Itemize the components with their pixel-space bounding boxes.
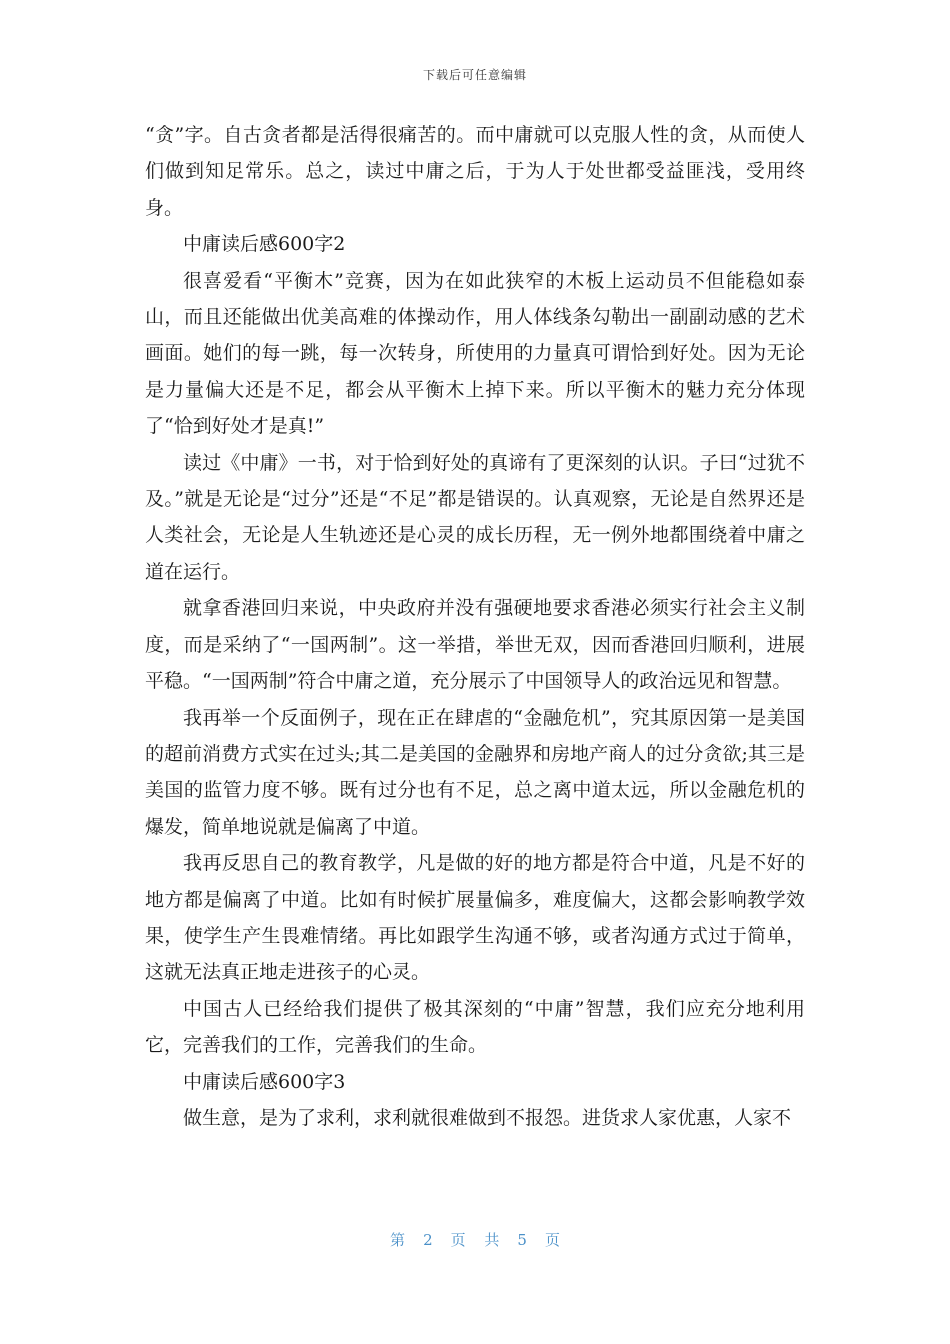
header-note: 下载后可任意编辑 xyxy=(422,68,527,82)
total-pages-number: 5 xyxy=(517,1231,527,1249)
page-footer xyxy=(0,1229,950,1250)
paragraph: 很喜爱看“平衡木”竞赛，因为在如此狭窄的木板上运动员不但能稳如泰山，而且还能做出优美高难的体操动作，用人体线条勾勒出一副副动感的艺术画面。她们的每一跳，每一次转身，所使用的力量真可谓恰到好处。因为无论是力量偏大还是不足，都会从平衡木上掉下来。所以平衡木的魅力充分体现了“恰到好处才是真!” xyxy=(145,269,805,438)
paragraph: 就拿香港回归来说，中央政府并没有强硬地要求香港必须实行社会主义制度，而是采纳了“一国两制”。这一举措，举世无双，因而香港回归顺利，进展平稳。“一国两制”符合中庸之道，充分展示了中国领导人的政治远见和智慧。 xyxy=(145,597,805,693)
footer-label-of: 页 共 xyxy=(450,1231,500,1249)
paragraph: 中国古人已经给我们提供了极其深刻的“中庸”智慧，我们应充分地利用它，完善我们的工作，完善我们的生命。 xyxy=(145,997,805,1057)
paragraph: 做生意，是为了求利，求利就很难做到不报怨。进货求人家优惠，人家不 xyxy=(183,1106,792,1129)
section-heading: 中庸读后感600字2 xyxy=(183,233,346,256)
paragraph: 我再反思自己的教育教学，凡是做的好的地方都是符合中道，凡是不好的地方都是偏离了中道。比如有时候扩展量偏多，难度偏大，这都会影响教学效果，使学生产生畏难情绪。再比如跟学生沟通不够，或者沟通方式过于简单，这就无法真正地走进孩子的心灵。 xyxy=(145,852,805,984)
paragraph: 我再举一个反面例子，现在正在肆虐的“金融危机”，究其原因第一是美国的超前消费方式实在过头;其二是美国的金融界和房地产商人的过分贪欲;其三是美国的监管力度不够。既有过分也有不足，总之离中道太远，所以金融危机的爆发，简单地说就是偏离了中道。 xyxy=(145,706,805,838)
current-page-number: 2 xyxy=(423,1231,433,1249)
footer-label-end: 页 xyxy=(544,1231,560,1249)
section-heading: 中庸读后感600字3 xyxy=(183,1070,346,1093)
document-body xyxy=(145,117,805,1136)
footer-label-page: 第 xyxy=(390,1231,406,1249)
paragraph: 读过《中庸》一书，对于恰到好处的真谛有了更深刻的认识。子曰“过犹不及。”就是无论是“过分”还是“不足”都是错误的。认真观察，无论是自然界还是人类社会，无论是人生轨迹还是心灵的成长历程，无一例外地都围绕着中庸之道在运行。 xyxy=(145,451,805,583)
paragraph: “贪”字。自古贪者都是活得很痛苦的。而中庸就可以克服人性的贪，从而使人们做到知足常乐。总之，读过中庸之后，于为人于处世都受益匪浅，受用终身。 xyxy=(145,124,805,219)
